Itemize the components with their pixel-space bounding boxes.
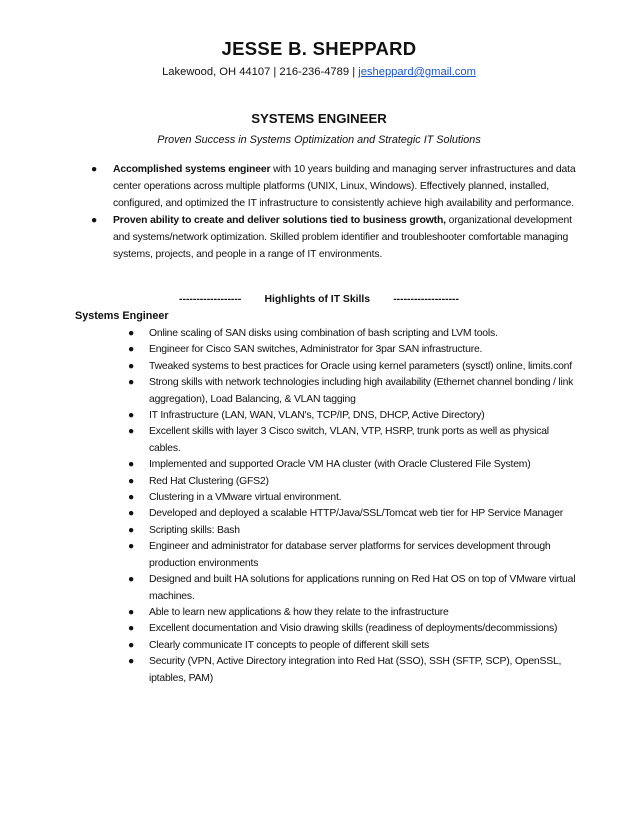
skill-text: Strong skills with network technologies including high availability (Ethernet channel bonding / link aggregation), Load Balancing, & VLAN tagging bbox=[149, 377, 574, 405]
skill-item bbox=[128, 457, 578, 473]
skill-item bbox=[128, 342, 578, 358]
skill-item bbox=[128, 375, 578, 408]
skill-text: Implemented and supported Oracle VM HA cluster (with Oracle Clustered File System) bbox=[149, 459, 531, 471]
bullet-icon: ● bbox=[128, 360, 135, 372]
skill-item bbox=[128, 474, 578, 490]
bullet-icon: ● bbox=[91, 164, 98, 175]
summary-item-lead: Proven ability to create and deliver solutions tied to business growth, bbox=[113, 215, 446, 226]
headline-subtitle: Proven Success in Systems Optimization and Strategic IT Solutions bbox=[157, 134, 481, 146]
bullet-icon: ● bbox=[128, 492, 135, 504]
skill-item bbox=[128, 523, 578, 539]
skill-text: Excellent skills with layer 3 Cisco switch, VLAN, VTP, HSRP, trunk ports as well as physical cables. bbox=[149, 426, 549, 454]
skill-item bbox=[128, 621, 578, 637]
bullet-icon: ● bbox=[128, 426, 135, 438]
skill-item bbox=[128, 605, 578, 621]
role-heading: Systems Engineer bbox=[75, 310, 169, 322]
summary-list bbox=[91, 161, 581, 263]
bullet-icon: ● bbox=[128, 524, 135, 536]
skill-text: Clustering in a VMware virtual environment. bbox=[149, 492, 342, 504]
divider-dashes-right: ------------------- bbox=[393, 294, 459, 305]
summary-item bbox=[91, 212, 581, 263]
skill-text: Scripting skills: Bash bbox=[149, 524, 240, 536]
skill-text: Designed and built HA solutions for applications running on Red Hat OS on top of VMware virtual machines. bbox=[149, 574, 576, 602]
skill-text: Excellent documentation and Visio drawing skills (readiness of deployments/decommissions) bbox=[149, 623, 558, 635]
headline-title: SYSTEMS ENGINEER bbox=[251, 111, 387, 126]
skills-list bbox=[128, 326, 578, 687]
bullet-icon: ● bbox=[128, 377, 135, 389]
skill-text: IT Infrastructure (LAN, WAN, VLAN's, TCP/IP, DNS, DHCP, Active Directory) bbox=[149, 410, 485, 422]
bullet-icon: ● bbox=[128, 623, 135, 635]
divider-dashes-left: ------------------ bbox=[179, 294, 242, 305]
contact-details: Lakewood, OH 44107 | 216-236-4789 | bbox=[162, 66, 359, 78]
bullet-icon: ● bbox=[128, 639, 135, 651]
bullet-icon: ● bbox=[128, 606, 135, 618]
summary-item bbox=[91, 161, 581, 212]
skill-text: Clearly communicate IT concepts to people of different skill sets bbox=[149, 639, 430, 651]
skill-text: Engineer and administrator for database server platforms for services development through production environments bbox=[149, 541, 551, 569]
bullet-icon: ● bbox=[128, 508, 135, 520]
bullet-icon: ● bbox=[128, 344, 135, 356]
skill-item bbox=[128, 326, 578, 342]
section-heading: Highlights of IT Skills bbox=[264, 294, 371, 305]
skill-item bbox=[128, 424, 578, 457]
bullet-icon: ● bbox=[91, 215, 98, 226]
candidate-name: JESSE B. SHEPPARD bbox=[221, 38, 417, 59]
email-link[interactable]: jesheppard@gmail.com bbox=[358, 66, 476, 78]
skill-text: Online scaling of SAN disks using combination of bash scripting and LVM tools. bbox=[149, 328, 498, 339]
bullet-icon: ● bbox=[128, 574, 135, 586]
skill-text: Engineer for Cisco SAN switches, Administrator for 3par SAN infrastructure. bbox=[149, 344, 483, 356]
bullet-icon: ● bbox=[128, 656, 135, 668]
skill-item bbox=[128, 654, 578, 687]
skill-text: Tweaked systems to best practices for Oracle using kernel parameters (sysctl) online, limits.conf bbox=[149, 360, 572, 372]
skill-text: Able to learn new applications & how they relate to the infrastructure bbox=[149, 606, 449, 618]
section-divider bbox=[0, 294, 638, 305]
skill-text: Developed and deployed a scalable HTTP/Java/SSL/Tomcat web tier for HP Service Manager bbox=[149, 508, 564, 520]
bullet-icon: ● bbox=[128, 328, 135, 339]
skill-item bbox=[128, 490, 578, 506]
bullet-icon: ● bbox=[128, 459, 135, 471]
skill-item bbox=[128, 359, 578, 375]
skill-item bbox=[128, 408, 578, 424]
skill-text: Red Hat Clustering (GFS2) bbox=[149, 475, 269, 487]
summary-item-lead: Accomplished systems engineer bbox=[113, 164, 271, 175]
bullet-icon: ● bbox=[128, 541, 135, 553]
summary-item-text: organizational development and systems/network optimization. Skilled problem identifier and troubleshooter comfortable managing systems, projects, and people in a range of IT environments. bbox=[113, 215, 572, 260]
skill-item bbox=[128, 638, 578, 654]
skill-item bbox=[128, 572, 578, 605]
bullet-icon: ● bbox=[128, 475, 135, 487]
skill-text: Security (VPN, Active Directory integration into Red Hat (SSO), SSH (SFTP, SCP), OpenSSL, iptables, PAM) bbox=[149, 656, 562, 684]
summary-item-text: with 10 years building and managing server infrastructures and data center operations across multiple platforms (UNIX, Linux, Windows). Effectively planned, installed, configured, and optimized the IT infrastructure to consistently achieve high availability and performance. bbox=[113, 164, 576, 209]
skill-item bbox=[128, 506, 578, 522]
skill-item bbox=[128, 539, 578, 572]
bullet-icon: ● bbox=[128, 410, 135, 422]
contact-line bbox=[0, 66, 638, 78]
